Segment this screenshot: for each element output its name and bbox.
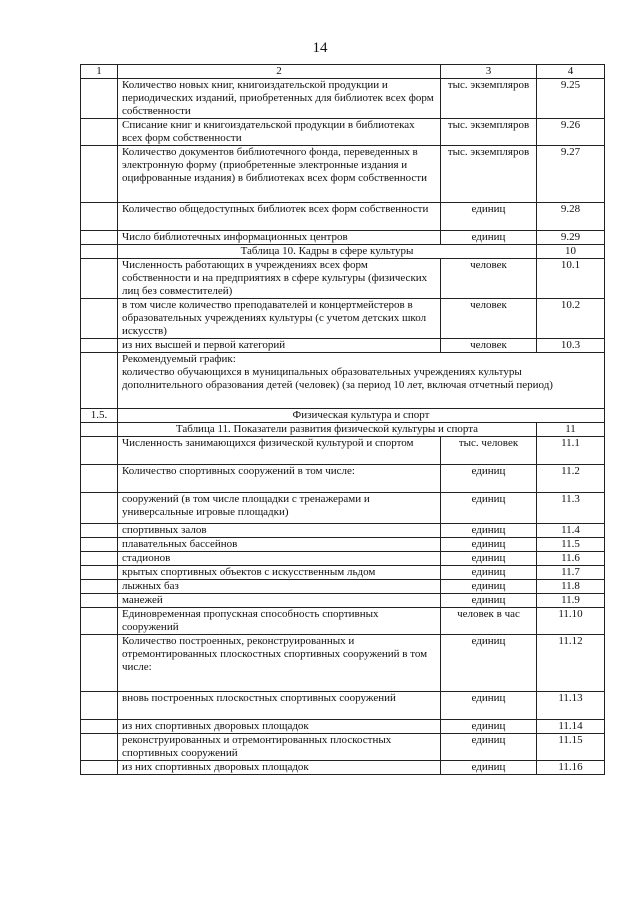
code-cell: 11.2	[537, 465, 605, 493]
note-heading: Рекомендуемый график:	[122, 353, 236, 365]
code-cell: 11.12	[537, 635, 605, 692]
code-cell: 9.29	[537, 231, 605, 245]
header-col-3: 3	[441, 65, 537, 79]
table-row	[81, 566, 605, 580]
unit-cell: тыс. человек	[441, 437, 537, 465]
code-cell: 10	[537, 245, 605, 259]
table-row	[81, 692, 605, 720]
indicator-name: Число библиотечных информационных центров	[118, 231, 441, 245]
unit-cell: человек	[441, 259, 537, 299]
unit-cell: единиц	[441, 734, 537, 761]
table-row	[81, 146, 605, 203]
row-section-cell	[81, 493, 118, 524]
code-cell: 11.10	[537, 608, 605, 635]
section-row	[81, 409, 605, 423]
table-caption-row	[81, 245, 605, 259]
indicator-name: Количество построенных, реконструированных и отремонтированных плоскостных спортивных сооружений в том числе:	[118, 635, 441, 692]
recommended-chart-note	[118, 353, 605, 409]
header-col-2: 2	[118, 65, 441, 79]
table-row	[81, 608, 605, 635]
table-row	[81, 339, 605, 353]
unit-cell: единиц	[441, 493, 537, 524]
row-section-cell	[81, 465, 118, 493]
indicator-name: Списание книг и книгоиздательской продукции в библиотеках всех форм собственности	[118, 119, 441, 146]
row-section-cell	[81, 524, 118, 538]
code-cell: 11.13	[537, 692, 605, 720]
unit-cell: единиц	[441, 552, 537, 566]
row-section-cell	[81, 423, 118, 437]
code-cell: 10.2	[537, 299, 605, 339]
row-section-cell	[81, 761, 118, 775]
code-cell: 11.3	[537, 493, 605, 524]
indicator-name: Количество общедоступных библиотек всех форм собственности	[118, 203, 441, 231]
code-cell: 11.9	[537, 594, 605, 608]
code-cell: 11.4	[537, 524, 605, 538]
row-section-cell	[81, 566, 118, 580]
code-cell: 10.3	[537, 339, 605, 353]
table-row	[81, 734, 605, 761]
indicator-name: из них спортивных дворовых площадок	[118, 761, 441, 775]
code-cell: 9.28	[537, 203, 605, 231]
indicator-name: лыжных баз	[118, 580, 441, 594]
table-row	[81, 538, 605, 552]
code-cell: 11.8	[537, 580, 605, 594]
table-row	[81, 119, 605, 146]
unit-cell: единиц	[441, 594, 537, 608]
row-section-cell	[81, 552, 118, 566]
code-cell: 11.15	[537, 734, 605, 761]
indicator-name: Количество новых книг, книгоиздательской продукции и периодических изданий, приобретенных для библиотек всех форм собственности	[118, 79, 441, 119]
header-col-4: 4	[537, 65, 605, 79]
indicator-name: сооружений (в том числе площадки с тренажерами и универсальные игровые площадки)	[118, 493, 441, 524]
table-caption-row	[81, 423, 605, 437]
indicator-name: Количество документов библиотечного фонда, переведенных в электронную форму (приобретенные электронные издания и оцифрованные издания) в библиотеках всех форм собственности	[118, 146, 441, 203]
row-section-cell	[81, 594, 118, 608]
code-cell: 11.6	[537, 552, 605, 566]
unit-cell: единиц	[441, 465, 537, 493]
unit-cell: единиц	[441, 580, 537, 594]
table-row	[81, 594, 605, 608]
code-cell: 9.27	[537, 146, 605, 203]
indicator-name: крытых спортивных объектов с искусственным льдом	[118, 566, 441, 580]
section-title: Физическая культура и спорт	[118, 409, 605, 423]
table-row	[81, 552, 605, 566]
table-row	[81, 231, 605, 245]
indicator-name: вновь построенных плоскостных спортивных сооружений	[118, 692, 441, 720]
row-section-cell	[81, 119, 118, 146]
unit-cell: единиц	[441, 203, 537, 231]
code-cell: 11.14	[537, 720, 605, 734]
table-row	[81, 720, 605, 734]
unit-cell: тыс. экземпляров	[441, 119, 537, 146]
code-cell: 11.16	[537, 761, 605, 775]
page-number: 14	[312, 40, 328, 56]
unit-cell: единиц	[441, 635, 537, 692]
indicator-name: Численность работающих в учреждениях всех форм собственности и на предприятиях в сфере культуры (физических лиц без совместителей)	[118, 259, 441, 299]
unit-cell: единиц	[441, 692, 537, 720]
unit-cell: тыс. экземпляров	[441, 79, 537, 119]
table-row	[81, 524, 605, 538]
table-caption: Таблица 11. Показатели развития физической культуры и спорта	[118, 423, 537, 437]
table-row	[81, 493, 605, 524]
row-section-cell	[81, 259, 118, 299]
indicator-name: Количество спортивных сооружений в том числе:	[118, 465, 441, 493]
unit-cell: человек	[441, 339, 537, 353]
table-row	[81, 203, 605, 231]
row-section-cell	[81, 146, 118, 203]
row-section-cell	[81, 635, 118, 692]
unit-cell: человек	[441, 299, 537, 339]
table-row	[81, 299, 605, 339]
unit-cell: единиц	[441, 720, 537, 734]
indicator-name: Единовременная пропускная способность спортивных сооружений	[118, 608, 441, 635]
table-row	[81, 465, 605, 493]
code-cell: 11	[537, 423, 605, 437]
unit-cell: человек в час	[441, 608, 537, 635]
indicator-name: из них высшей и первой категорий	[118, 339, 441, 353]
header-col-1: 1	[81, 65, 118, 79]
indicator-name: плавательных бассейнов	[118, 538, 441, 552]
row-section-cell	[81, 608, 118, 635]
unit-cell: единиц	[441, 231, 537, 245]
indicator-name: стадионов	[118, 552, 441, 566]
indicator-name: из них спортивных дворовых площадок	[118, 720, 441, 734]
indicator-name: манежей	[118, 594, 441, 608]
indicator-name: Численность занимающихся физической культурой и спортом	[118, 437, 441, 465]
indicator-name: в том числе количество преподавателей и концертмейстеров в образовательных учреждениях культуры (с учетом детских школ искусств)	[118, 299, 441, 339]
unit-cell: единиц	[441, 538, 537, 552]
table-row	[81, 580, 605, 594]
note-text: количество обучающихся в муниципальных образовательных учреждениях культуры дополнительного образования детей (человек) (за период 10 лет, включая отчетный период)	[122, 366, 553, 391]
row-section-cell	[81, 231, 118, 245]
row-section-cell	[81, 720, 118, 734]
row-section-cell	[81, 203, 118, 231]
unit-cell: единиц	[441, 524, 537, 538]
table-caption: Таблица 10. Кадры в сфере культуры	[118, 245, 537, 259]
row-section-cell	[81, 339, 118, 353]
recommended-chart-row	[81, 353, 605, 409]
indicators-table	[80, 64, 605, 775]
row-section-cell	[81, 353, 118, 409]
code-cell: 11.1	[537, 437, 605, 465]
row-section-cell	[81, 245, 118, 259]
row-section-cell	[81, 580, 118, 594]
code-cell: 9.26	[537, 119, 605, 146]
code-cell: 11.5	[537, 538, 605, 552]
table-row	[81, 79, 605, 119]
row-section-cell	[81, 734, 118, 761]
row-section-cell	[81, 692, 118, 720]
row-section-cell	[81, 437, 118, 465]
code-cell: 9.25	[537, 79, 605, 119]
unit-cell: единиц	[441, 761, 537, 775]
table-row	[81, 761, 605, 775]
indicator-name: спортивных залов	[118, 524, 441, 538]
code-cell: 10.1	[537, 259, 605, 299]
header-row	[81, 65, 605, 79]
code-cell: 11.7	[537, 566, 605, 580]
row-section-cell	[81, 299, 118, 339]
table-row	[81, 259, 605, 299]
indicator-name: реконструированных и отремонтированных плоскостных спортивных сооружений	[118, 734, 441, 761]
unit-cell: тыс. экземпляров	[441, 146, 537, 203]
row-section-cell	[81, 79, 118, 119]
section-number: 1.5.	[81, 409, 118, 423]
row-section-cell	[81, 538, 118, 552]
table-row	[81, 437, 605, 465]
table-row	[81, 635, 605, 692]
unit-cell: единиц	[441, 566, 537, 580]
